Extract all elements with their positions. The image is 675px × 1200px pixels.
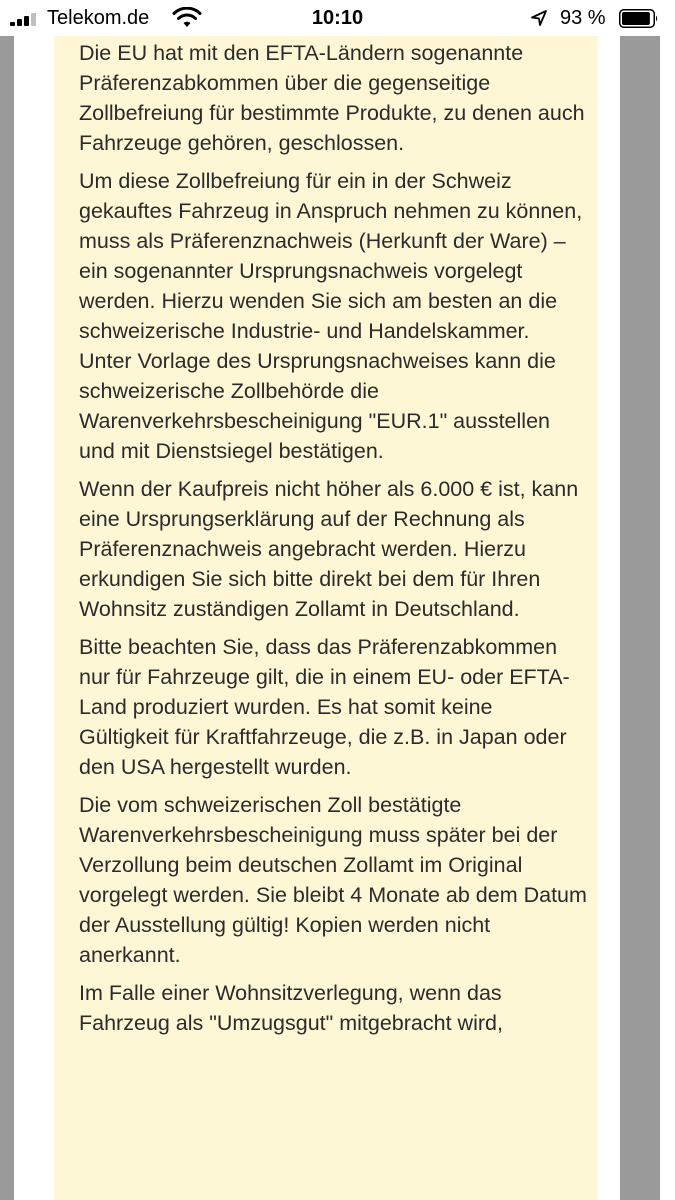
paragraph-certificate-validity: Die vom schweizerischen Zoll bestätigte Warenverkehrsbescheinigung muss später bei der Verzollung beim deutschen Zollamt im Original vorgelegt werden. Sie bleibt 4 Monate ab dem Datum der Ausstellung gültig! Kopien werden nicht anerkannt. <box>79 793 587 967</box>
right-gray-border <box>620 36 660 1200</box>
status-bar <box>0 0 675 36</box>
paragraph-vehicle-origin: Bitte beachten Sie, dass das Präferenzabkommen nur für Fahrzeuge gilt, die in einem EU- oder EFTA-Land produziert wurden. Es hat somit keine Gültigkeit für Kraftfahrzeuge, die z.B. in Japan oder den USA hergestellt wurden. <box>79 635 570 779</box>
left-gray-border <box>0 36 14 1200</box>
article-content <box>54 36 598 1200</box>
left-page-margin <box>14 36 54 1200</box>
location-arrow-icon <box>529 8 549 28</box>
right-page-margin <box>598 36 620 1200</box>
battery-percentage: 93 % <box>560 7 606 29</box>
article-body <box>79 38 587 1046</box>
paragraph-purchase-price: Wenn der Kaufpreis nicht höher als 6.000 € ist, kann eine Ursprungserklärung auf der Rechnung als Präferenznachweis angebracht werden. Hierzu erkundigen Sie sich bitte direkt bei dem für Ihren Wohnsitz zuständigen Zollamt in Deutschland. <box>79 477 579 621</box>
battery-icon <box>619 9 659 28</box>
status-time: 10:10 <box>311 7 364 29</box>
paragraph-relocation: Im Falle einer Wohnsitzverlegung, wenn das Fahrzeug als "Umzugsgut" mitgebracht wird, <box>79 981 503 1035</box>
right-edge <box>660 36 675 1200</box>
paragraph-efta-agreements: Die EU hat mit den EFTA-Ländern sogenannte Präferenzabkommen über die gegenseitige Zollbefreiung für bestimmte Produkte, zu denen auch Fahrzeuge gehören, geschlossen. <box>79 41 585 155</box>
carrier-name: Telekom.de <box>47 7 150 29</box>
paragraph-proof-of-origin: Um diese Zollbefreiung für ein in der Schweiz gekauftes Fahrzeug in Anspruch nehmen zu können, muss als Präferenznachweis (Herkunft der Ware) – ein sogenannter Ursprungsnachweis vorgelegt werden. Hierzu wenden Sie sich am besten an die schweizerische Industrie- und Handelskammer. Unter Vorlage des Ursprungsnachweises kann die schweizerische Zollbehörde die Warenverkehrsbescheinigung "EUR.1" ausstellen und mit Dienstsiegel bestätigen. <box>79 169 583 463</box>
